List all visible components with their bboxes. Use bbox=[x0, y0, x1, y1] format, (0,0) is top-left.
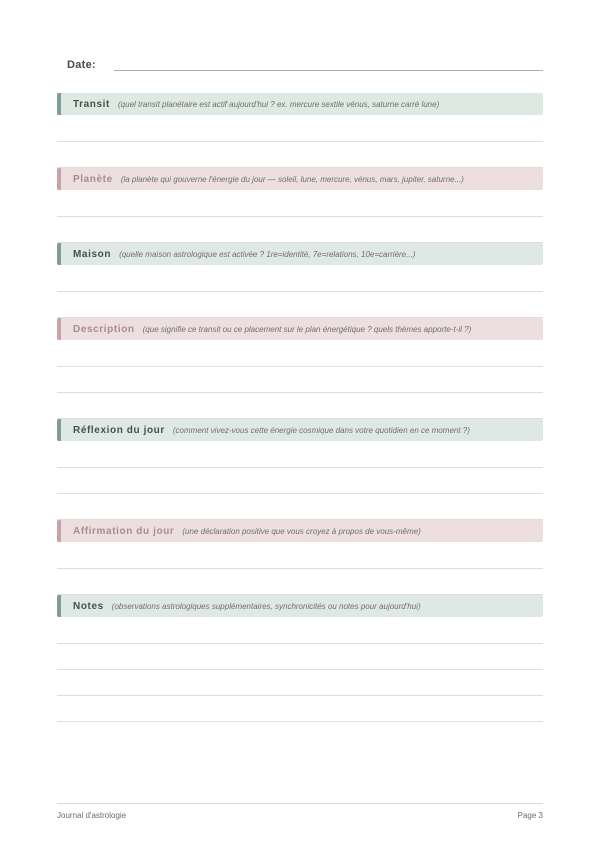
section-hint: (une déclaration positive que vous croyez à propos de vous-même) bbox=[182, 526, 421, 536]
footer-page-number: Page 3 bbox=[517, 811, 543, 820]
journal-section bbox=[57, 93, 543, 168]
writing-line[interactable] bbox=[57, 569, 543, 595]
section-hint: (quelle maison astrologique est activée ? 1re=identité, 7e=relations, 10e=carrière...) bbox=[119, 249, 416, 259]
journal-section bbox=[57, 520, 543, 595]
section-writing-lines bbox=[57, 115, 543, 168]
section-title: Description bbox=[73, 323, 135, 335]
writing-line[interactable] bbox=[57, 644, 543, 670]
section-title: Transit bbox=[73, 98, 110, 110]
writing-line[interactable] bbox=[57, 542, 543, 569]
journal-section bbox=[57, 168, 543, 243]
writing-line[interactable] bbox=[57, 367, 543, 393]
section-writing-lines bbox=[57, 542, 543, 595]
section-header-bar bbox=[57, 419, 543, 441]
writing-line[interactable] bbox=[57, 441, 543, 468]
journal-section bbox=[57, 419, 543, 520]
writing-line[interactable] bbox=[57, 217, 543, 243]
writing-line[interactable] bbox=[57, 468, 543, 494]
date-label: Date: bbox=[67, 59, 97, 71]
section-hint: (la planète qui gouverne l'énergie du jour — soleil, lune, mercure, vénus, mars, jupiter, saturne...) bbox=[120, 174, 464, 184]
footer-left-text: Journal d'astrologie bbox=[57, 811, 127, 820]
writing-line[interactable] bbox=[57, 115, 543, 142]
sections-container bbox=[57, 93, 543, 722]
page-footer bbox=[57, 803, 543, 820]
section-writing-lines bbox=[57, 617, 543, 722]
section-writing-lines bbox=[57, 265, 543, 318]
section-accent-marker bbox=[57, 520, 61, 542]
section-hint: (quel transit planétaire est actif aujourd'hui ? ex. mercure sextile vénus, saturne carré lune) bbox=[118, 99, 440, 109]
date-row bbox=[57, 58, 543, 71]
section-accent-marker bbox=[57, 93, 61, 115]
section-header-bar bbox=[57, 168, 543, 190]
section-header-bar bbox=[57, 243, 543, 265]
section-hint: (observations astrologiques supplémentaires, synchronicités ou notes pour aujourd'hui) bbox=[111, 601, 421, 611]
section-header-bar bbox=[57, 318, 543, 340]
section-title: Notes bbox=[73, 600, 104, 612]
section-header-bar bbox=[57, 93, 543, 115]
writing-line[interactable] bbox=[57, 340, 543, 367]
section-header-bar bbox=[57, 595, 543, 617]
section-accent-marker bbox=[57, 318, 61, 340]
writing-line[interactable] bbox=[57, 494, 543, 520]
writing-line[interactable] bbox=[57, 292, 543, 318]
section-title: Maison bbox=[73, 248, 112, 260]
section-accent-marker bbox=[57, 243, 61, 265]
section-accent-marker bbox=[57, 595, 61, 617]
journal-section bbox=[57, 595, 543, 722]
writing-line[interactable] bbox=[57, 142, 543, 168]
section-header-bar bbox=[57, 520, 543, 542]
writing-line[interactable] bbox=[57, 393, 543, 419]
writing-line[interactable] bbox=[57, 617, 543, 644]
journal-section bbox=[57, 318, 543, 419]
writing-line[interactable] bbox=[57, 265, 543, 292]
section-title: Réflexion du jour bbox=[73, 424, 165, 436]
section-hint: (comment vivez-vous cette énergie cosmique dans votre quotidien en ce moment ?) bbox=[172, 425, 470, 435]
section-writing-lines bbox=[57, 190, 543, 243]
section-writing-lines bbox=[57, 441, 543, 520]
date-input-line[interactable] bbox=[114, 58, 543, 71]
writing-line[interactable] bbox=[57, 190, 543, 217]
writing-line[interactable] bbox=[57, 696, 543, 722]
section-hint: (que signifie ce transit ou ce placement sur le plan énergétique ? quels thèmes apporte-t-il ?) bbox=[142, 324, 472, 334]
journal-section bbox=[57, 243, 543, 318]
section-accent-marker bbox=[57, 419, 61, 441]
writing-line[interactable] bbox=[57, 670, 543, 696]
section-accent-marker bbox=[57, 168, 61, 190]
section-title: Affirmation du jour bbox=[73, 525, 175, 537]
section-writing-lines bbox=[57, 340, 543, 419]
section-title: Planète bbox=[73, 173, 113, 185]
